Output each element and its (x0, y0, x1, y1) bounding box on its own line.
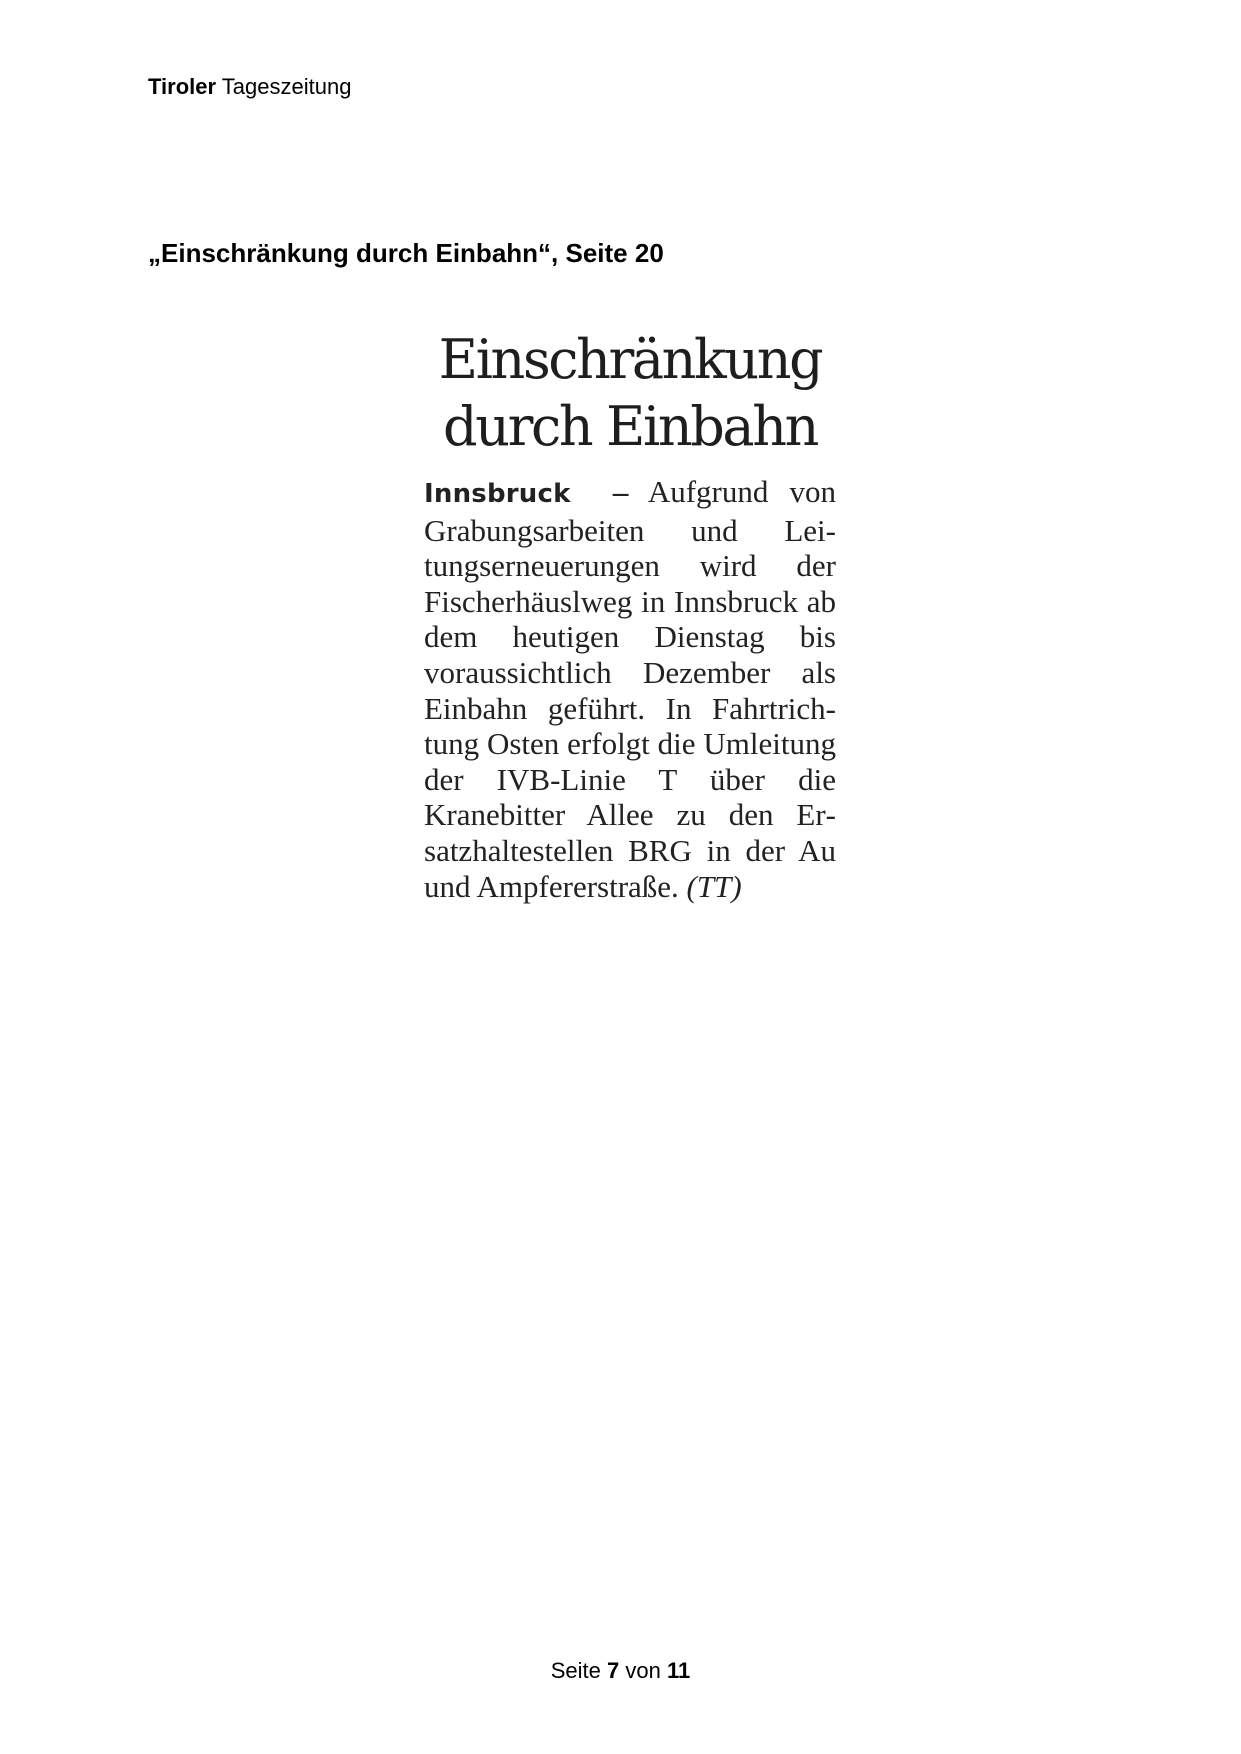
dateline-dash: – (612, 474, 629, 509)
page-footer (0, 1658, 1241, 1684)
publication-name-bold: Tiroler (148, 74, 217, 99)
section-title: „Einschränkung durch Einbahn“, Seite 20 (148, 238, 664, 268)
article-credit: (TT) (686, 868, 742, 904)
publication-header (148, 74, 351, 100)
publication-name-rest: Tageszeitung (221, 74, 352, 99)
article-body (424, 474, 836, 904)
headline-line-2: durch Einbahn (443, 395, 817, 458)
page-total: 11 (667, 1658, 691, 1683)
newspaper-clipping (424, 326, 836, 904)
page-label: Seite (550, 1658, 601, 1683)
of-label: von (625, 1658, 661, 1683)
article-text: Aufgrund von Grabungsarbeiten und Leitungserneuerungen wird der Fischerhäuslweg in Innsbruck ab dem heutigen Dienstag bis voraussichtlich Dezember als Einbahn geführt. In Fahrtrichtung Osten erfolgt die Umleitung der IVB-Linie T über die Kranebitter Allee zu den Ersatzhaltestellen BRG in der Au und Ampfererstraße. (424, 474, 836, 904)
headline-line-1: Einschränkung (438, 328, 822, 391)
article-dateline: Innsbruck (424, 479, 571, 509)
page-current: 7 (607, 1658, 620, 1683)
article-headline (424, 326, 836, 460)
